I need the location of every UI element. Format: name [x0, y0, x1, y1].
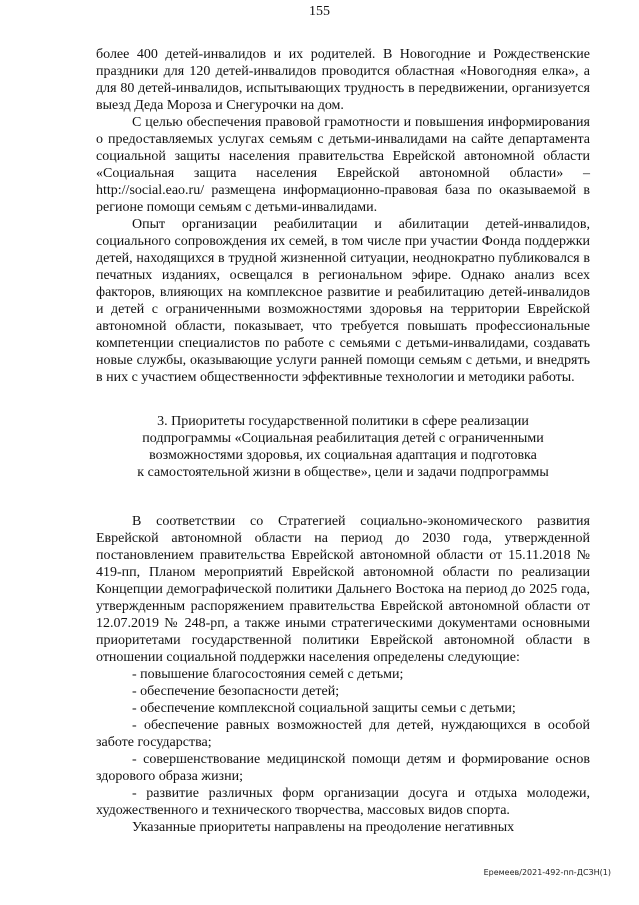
section-heading — [96, 413, 590, 481]
priority-item: - развитие различных форм организации досуга и отдыха молодежи, художественного и технического творчества, массовых видов спорта. — [96, 786, 590, 818]
priority-item: - обеспечение комплексной социальной защиты семьи с детьми; — [132, 701, 516, 716]
priority-item: - обеспечение равных возможностей для детей, нуждающихся в особой заботе государства; — [96, 718, 590, 750]
priority-item: - повышение благосостояния семей с детьми; — [132, 667, 404, 682]
document-body — [96, 46, 590, 836]
paragraph-section-intro: В соответствии со Стратегией социально-экономического развития Еврейской автономной области на период до 2030 года, утвержденной постановлением правительства Еврейской автономной области от 15.11.2018 № 419-пп, Планом мероприятий Еврейской автономной области по реализации Концепции демографической политики Дальнего Востока на период до 2025 года, утвержденным распоряжением правительства Еврейской автономной области от 12.07.2019 № 248-рп, а также иными стратегическими документами основными приоритетами государственной политики Еврейской автономной области в отношении социальной поддержки населения определены следующие: — [96, 514, 590, 665]
priority-item: - совершенствование медицинской помощи детям и формирование основ здорового образа жизни; — [96, 752, 590, 784]
paragraph-continuation: более 400 детей-инвалидов и их родителей. В Новогодние и Рождественские праздники для 120 детей-инвалидов проводится областная «Новогодняя елка», а для 80 детей-инвалидов, испытывающих трудность в передвижении, организуется выезд Деда Мороза и Снегурочки на дом. — [96, 47, 590, 113]
paragraph-closing-fragment: Указанные приоритеты направлены на преодоление негативных — [132, 820, 515, 835]
priority-item: - обеспечение безопасности детей; — [132, 684, 340, 699]
paragraph-legal-literacy: С целью обеспечения правовой грамотности и повышения информирования о предоставляемых услугах семьям с детьми-инвалидами на сайте департамента социальной защиты населения правительства Еврейской автономной области «Социальная защита населения Еврейской автономной области» – http://social.eao.ru/ размещена информационно-правовая база по оказываемой в регионе помощи семьям с детьми-инвалидами. — [96, 115, 590, 215]
footer-document-code: Еремеев/2021-492-пп-ДСЗН(1) — [483, 868, 611, 877]
page-number: 155 — [309, 4, 330, 19]
section-heading-line: к самостоятельной жизни в обществе», цели и задачи подпрограммы — [137, 465, 549, 480]
paragraph-rehabilitation-experience: Опыт организации реабилитации и абилитации детей-инвалидов, социального сопровождения их семей, в том числе при участии Фонда поддержки детей, находящихся в трудной жизненной ситуации, неоднократно публиковался в печатных изданиях, освещался в региональном эфире. Однако анализ всех факторов, влияющих на комплексное развитие и реабилитацию детей-инвалидов и детей с ограниченными возможностями здоровья на территории Еврейской автономной области, показывает, что требуется повышать профессиональные компетенции специалистов по работе с семьями с детьми-инвалидами, создавать новые службы, оказывающие услуги ранней помощи семьям с детьми, и внедрять в них с участием общественности эффективные технологии и методики работы. — [96, 217, 590, 385]
section-heading-line: подпрограммы «Социальная реабилитация детей с ограниченными — [142, 431, 544, 446]
section-heading-line: возможностями здоровья, их социальная адаптация и подготовка — [149, 448, 537, 463]
section-heading-line: 3. Приоритеты государственной политики в сфере реализации — [157, 414, 529, 429]
